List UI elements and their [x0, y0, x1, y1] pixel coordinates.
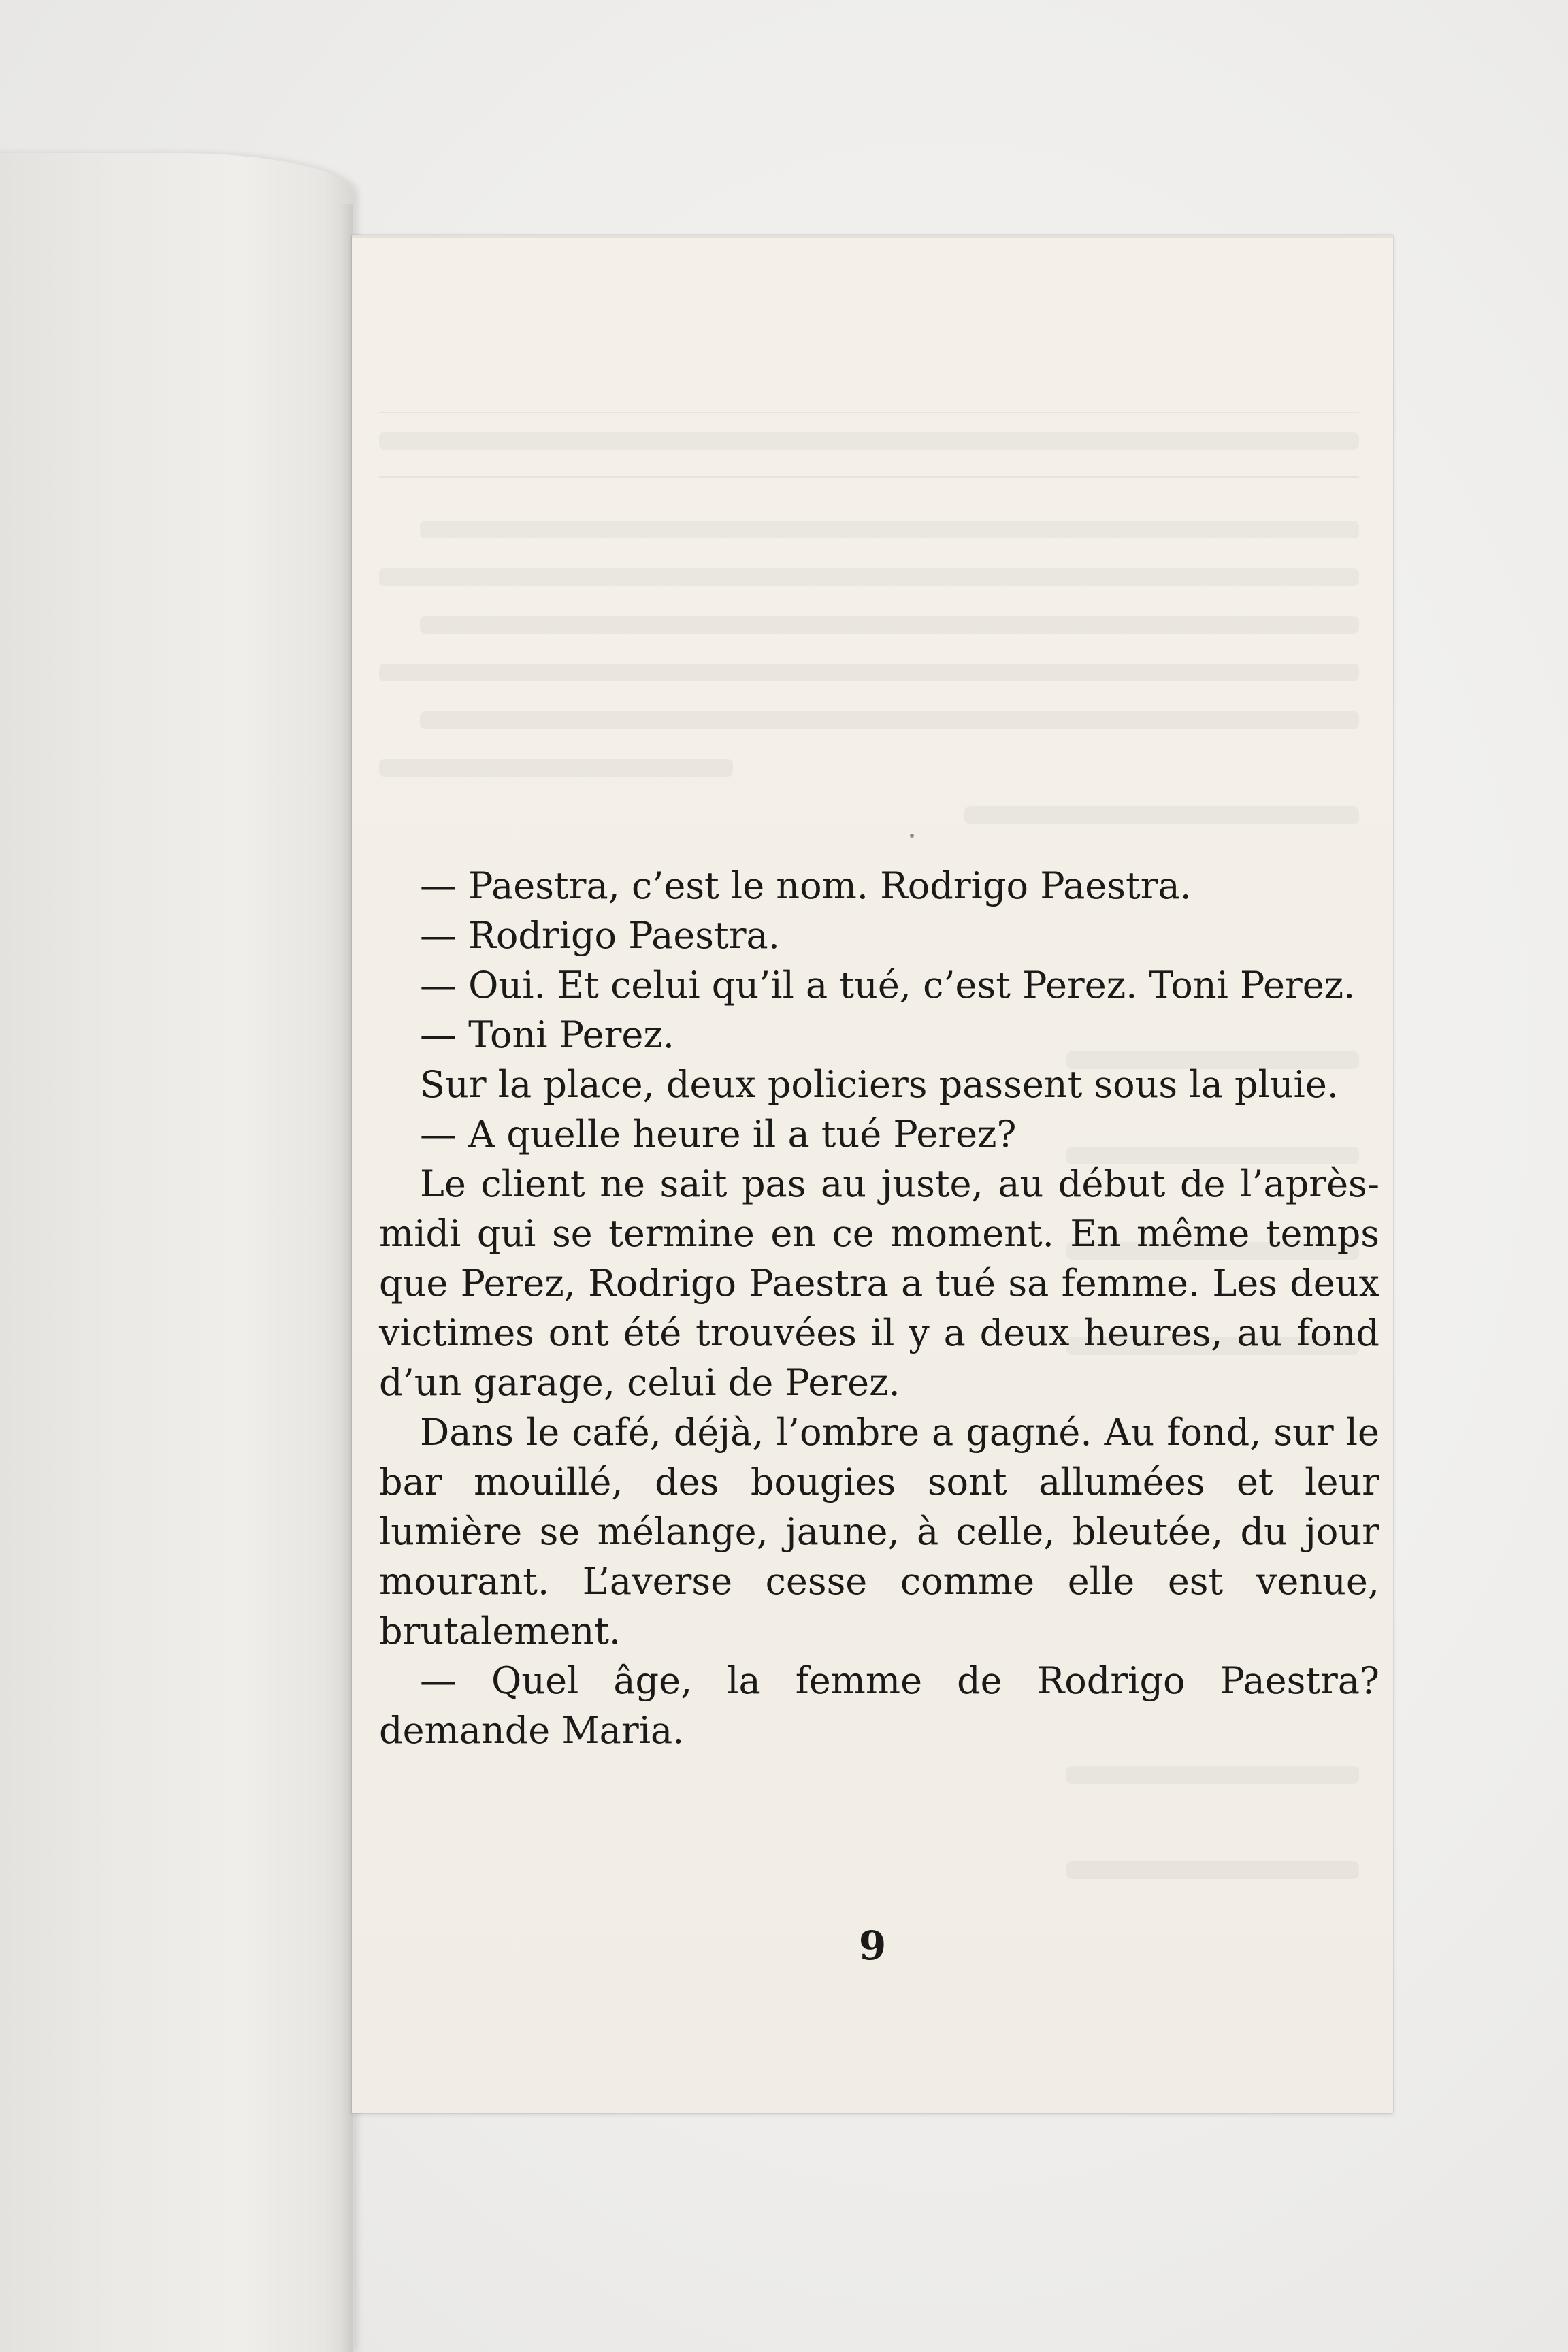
ghost-line [379, 664, 1359, 681]
narrative-paragraph: Dans le café, déjà, l’ombre a gagné. Au fond, sur le bar mouillé, des bougies sont allumées et leur lumière se mélange, jaune, à celle, bleutée, du jour mourant. L’averse cesse comme elle est venue, brutalement. [379, 1411, 1379, 1652]
dialogue-line: — Oui. Et celui qu’il a tué, c’est Perez. Toni Perez. [420, 964, 1356, 1007]
ghost-header-rule [379, 412, 1359, 413]
dialogue-line: — Paestra, c’est le nom. Rodrigo Paestra. [420, 864, 1192, 907]
page-top-edge [352, 235, 1393, 238]
ghost-line [964, 806, 1359, 824]
book-page [352, 235, 1393, 2113]
ghost-header-rule [379, 476, 1359, 478]
paper-speck [910, 834, 914, 838]
ghost-line [420, 616, 1359, 634]
ghost-line [379, 432, 1359, 450]
dialogue-line: — Quel âge, la femme de Rodrigo Paestra? demande Maria. [379, 1659, 1379, 1752]
page-body-text [379, 861, 1379, 1755]
dialogue-line: — Rodrigo Paestra. [420, 914, 780, 957]
ghost-line [1066, 1766, 1359, 1784]
ghost-line [379, 568, 1359, 586]
ghost-line [379, 759, 733, 777]
narrative-paragraph: Le client ne sait pas au juste, au début de l’après-midi qui se termine en ce moment. En même temps que Perez, Rodrigo Paestra a tué sa femme. Les deux victimes ont été trouvées il y a deux heures, au fond d’un garage, celui de Perez. [379, 1162, 1379, 1404]
dialogue-line: — A quelle heure il a tué Perez? [420, 1113, 1017, 1156]
narrative-paragraph: Sur la place, deux policiers passent sous la pluie. [420, 1063, 1339, 1106]
ghost-line [1066, 1861, 1359, 1879]
left-page-curl [0, 153, 354, 2352]
ghost-line [420, 711, 1359, 729]
left-page-shadow [340, 204, 353, 2352]
ghost-line [420, 521, 1359, 538]
page-number: 9 [858, 1923, 887, 1969]
dialogue-line: — Toni Perez. [420, 1013, 674, 1056]
